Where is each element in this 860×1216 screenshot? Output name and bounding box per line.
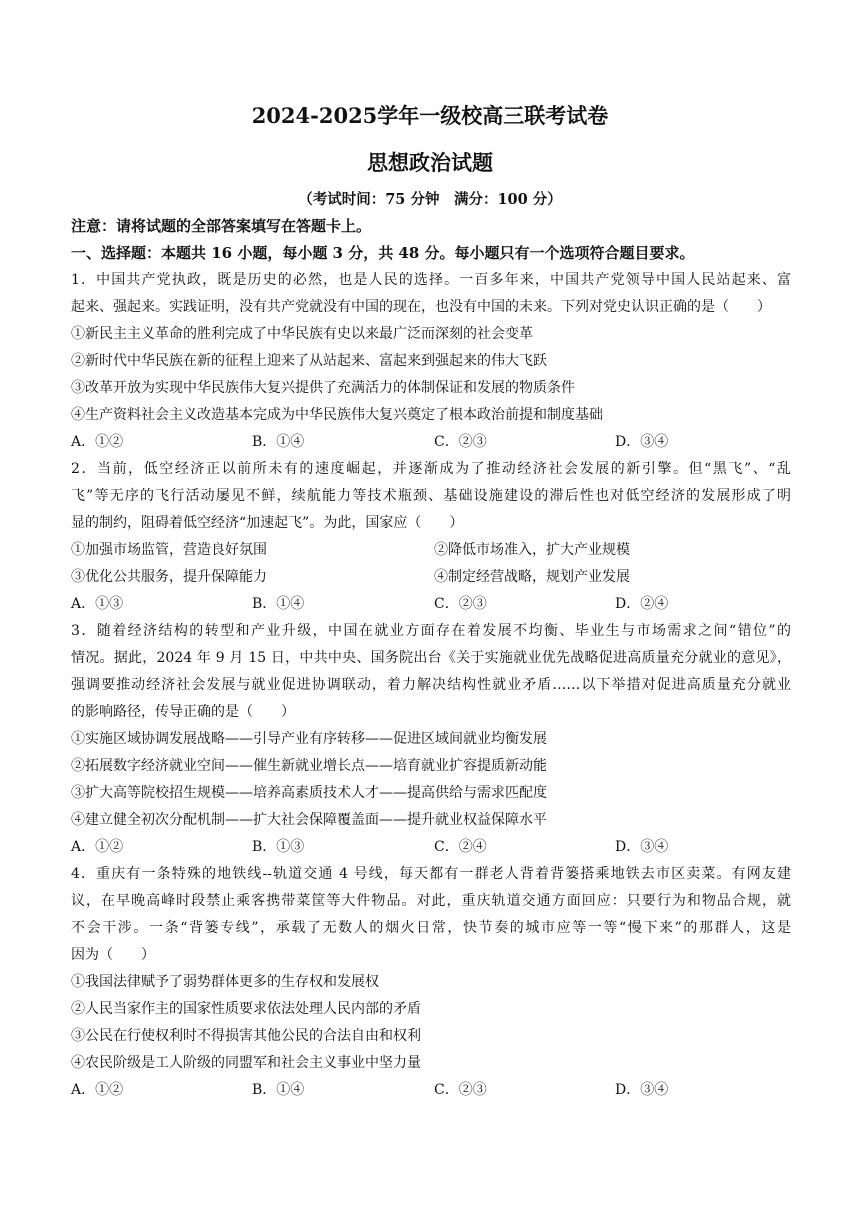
q3-stem-line2: 情况。据此，2024 年 9 月 15 日，中共中央、国务院出台《关于实施就业优先战略促进高质量充分就业的意见》，	[71, 650, 791, 666]
q4-option-b: B．①④	[252, 1082, 305, 1098]
q3-statement-1: ①实施区域协调发展战略——引导产业有序转移——促进区域间就业均衡发展	[71, 731, 547, 747]
q3-statement-3: ③扩大高等院校招生规模——培养高素质技术人才——提高供给与需求匹配度	[71, 785, 547, 801]
q4-statement-1: ①我国法律赋予了弱势群体更多的生存权和发展权	[71, 974, 379, 990]
q2-stem-line2: 飞”等无序的飞行活动屡见不鲜，续航能力等技术瓶颈、基础设施建设的滞后性也对低空经济的发展形成了明	[71, 488, 791, 504]
q4-stem-line2: 议，在早晚高峰时段禁止乘客携带菜筐等大件物品。对此，重庆轨道交通方面回应：只要行为和物品合规，就	[71, 893, 791, 909]
subject-title: 思想政治试题	[367, 150, 493, 175]
q2-stem-line3: 显的制约，阻碍着低空经济“加速起飞”。为此，国家应（ ）	[71, 515, 464, 531]
q4-statement-3: ③公民在行使权利时不得损害其他公民的合法自由和权利	[71, 1028, 421, 1044]
notice: 注意：请将试题的全部答案填写在答题卡上。	[71, 217, 372, 235]
q1-stem-line1: 1．中国共产党执政，既是历史的必然，也是人民的选择。一百多年来，中国共产党领导中国人民站起来、富	[71, 272, 791, 288]
q3-option-d: D．③④	[615, 839, 669, 855]
exam-info: （考试时间：75 分钟 满分：100 分）	[298, 191, 562, 208]
q4-statement-2: ②人民当家作主的国家性质要求依法处理人民内部的矛盾	[71, 1001, 421, 1017]
q4-option-d: D．③④	[615, 1082, 669, 1098]
q4-stem-line3: 不会干涉。一条“背篓专线”，承载了无数人的烟火日常，快节奏的城市应等一等“慢下来”的那群人，这是	[71, 920, 791, 936]
q3-statement-4: ④建立健全初次分配机制——扩大社会保障覆盖面——提升就业权益保障水平	[71, 812, 547, 828]
q1-statement-1: ①新民主主义革命的胜利完成了中华民族有史以来最广泛而深刻的社会变革	[71, 326, 533, 342]
q3-stem-line1: 3．随着经济结构的转型和产业升级，中国在就业方面存在着发展不均衡、毕业生与市场需求之间“错位”的	[71, 623, 791, 639]
q1-statement-3: ③改革开放为实现中华民族伟大复兴提供了充满活力的体制保证和发展的物质条件	[71, 380, 575, 396]
q4-option-a: A．①②	[71, 1082, 124, 1098]
q4-stem-line4: 因为（ ）	[71, 947, 155, 963]
q3-option-b: B．①③	[252, 839, 305, 855]
q4-stem-line1: 4．重庆有一条特殊的地铁线--轨道交通 4 号线，每天都有一群老人背着背篓搭乘地铁去市区卖菜。有网友建	[71, 866, 791, 882]
exam-title: 2024-2025学年一级校高三联考试卷	[251, 103, 609, 128]
q2-option-c: C．②③	[434, 596, 487, 612]
q2-statement-4: ④制定经营战略，规划产业发展	[434, 569, 630, 585]
q1-statement-2: ②新时代中华民族在新的征程上迎来了从站起来、富起来到强起来的伟大飞跃	[71, 353, 547, 369]
q2-stem-line1: 2．当前，低空经济正以前所未有的速度崛起，并逐渐成为了推动经济社会发展的新引擎。但“黑飞”、“乱	[71, 461, 791, 477]
q2-statement-2: ②降低市场准入，扩大产业规模	[434, 542, 630, 558]
section-heading: 一、选择题：本题共 16 小题，每小题 3 分，共 48 分。每小题只有一个选项符合题目要求。	[71, 244, 695, 262]
q2-option-b: B．①④	[252, 596, 305, 612]
q3-stem-line4: 的影响路径，传导正确的是（ ）	[71, 704, 295, 720]
q4-option-c: C．②③	[434, 1082, 487, 1098]
q2-statement-3: ③优化公共服务，提升保障能力	[71, 569, 267, 585]
q1-option-b: B．①④	[252, 434, 305, 450]
q4-statement-4: ④农民阶级是工人阶级的同盟军和社会主义事业中坚力量	[71, 1055, 421, 1071]
q3-option-c: C．②④	[434, 839, 487, 855]
q1-option-d: D．③④	[615, 434, 669, 450]
q1-statement-4: ④生产资料社会主义改造基本完成为中华民族伟大复兴奠定了根本政治前提和制度基础	[71, 407, 603, 423]
q2-statement-1: ①加强市场监管，营造良好氛围	[71, 542, 267, 558]
q2-option-a: A．①③	[71, 596, 124, 612]
q3-option-a: A．①②	[71, 839, 124, 855]
q3-stem-line3: 强调要推动经济社会发展与就业促进协调联动，着力解决结构性就业矛盾……以下举措对促进高质量充分就业	[71, 677, 791, 693]
q2-option-d: D．②④	[615, 596, 669, 612]
q3-statement-2: ②拓展数字经济就业空间——催生新就业增长点——培育就业扩容提质新动能	[71, 758, 547, 774]
q1-stem-line2: 起来、强起来。实践证明，没有共产党就没有中国的现在，也没有中国的未来。下列对党史认识正确的是（ ）	[71, 299, 771, 315]
q1-option-a: A．①②	[71, 434, 124, 450]
q1-option-c: C．②③	[434, 434, 487, 450]
